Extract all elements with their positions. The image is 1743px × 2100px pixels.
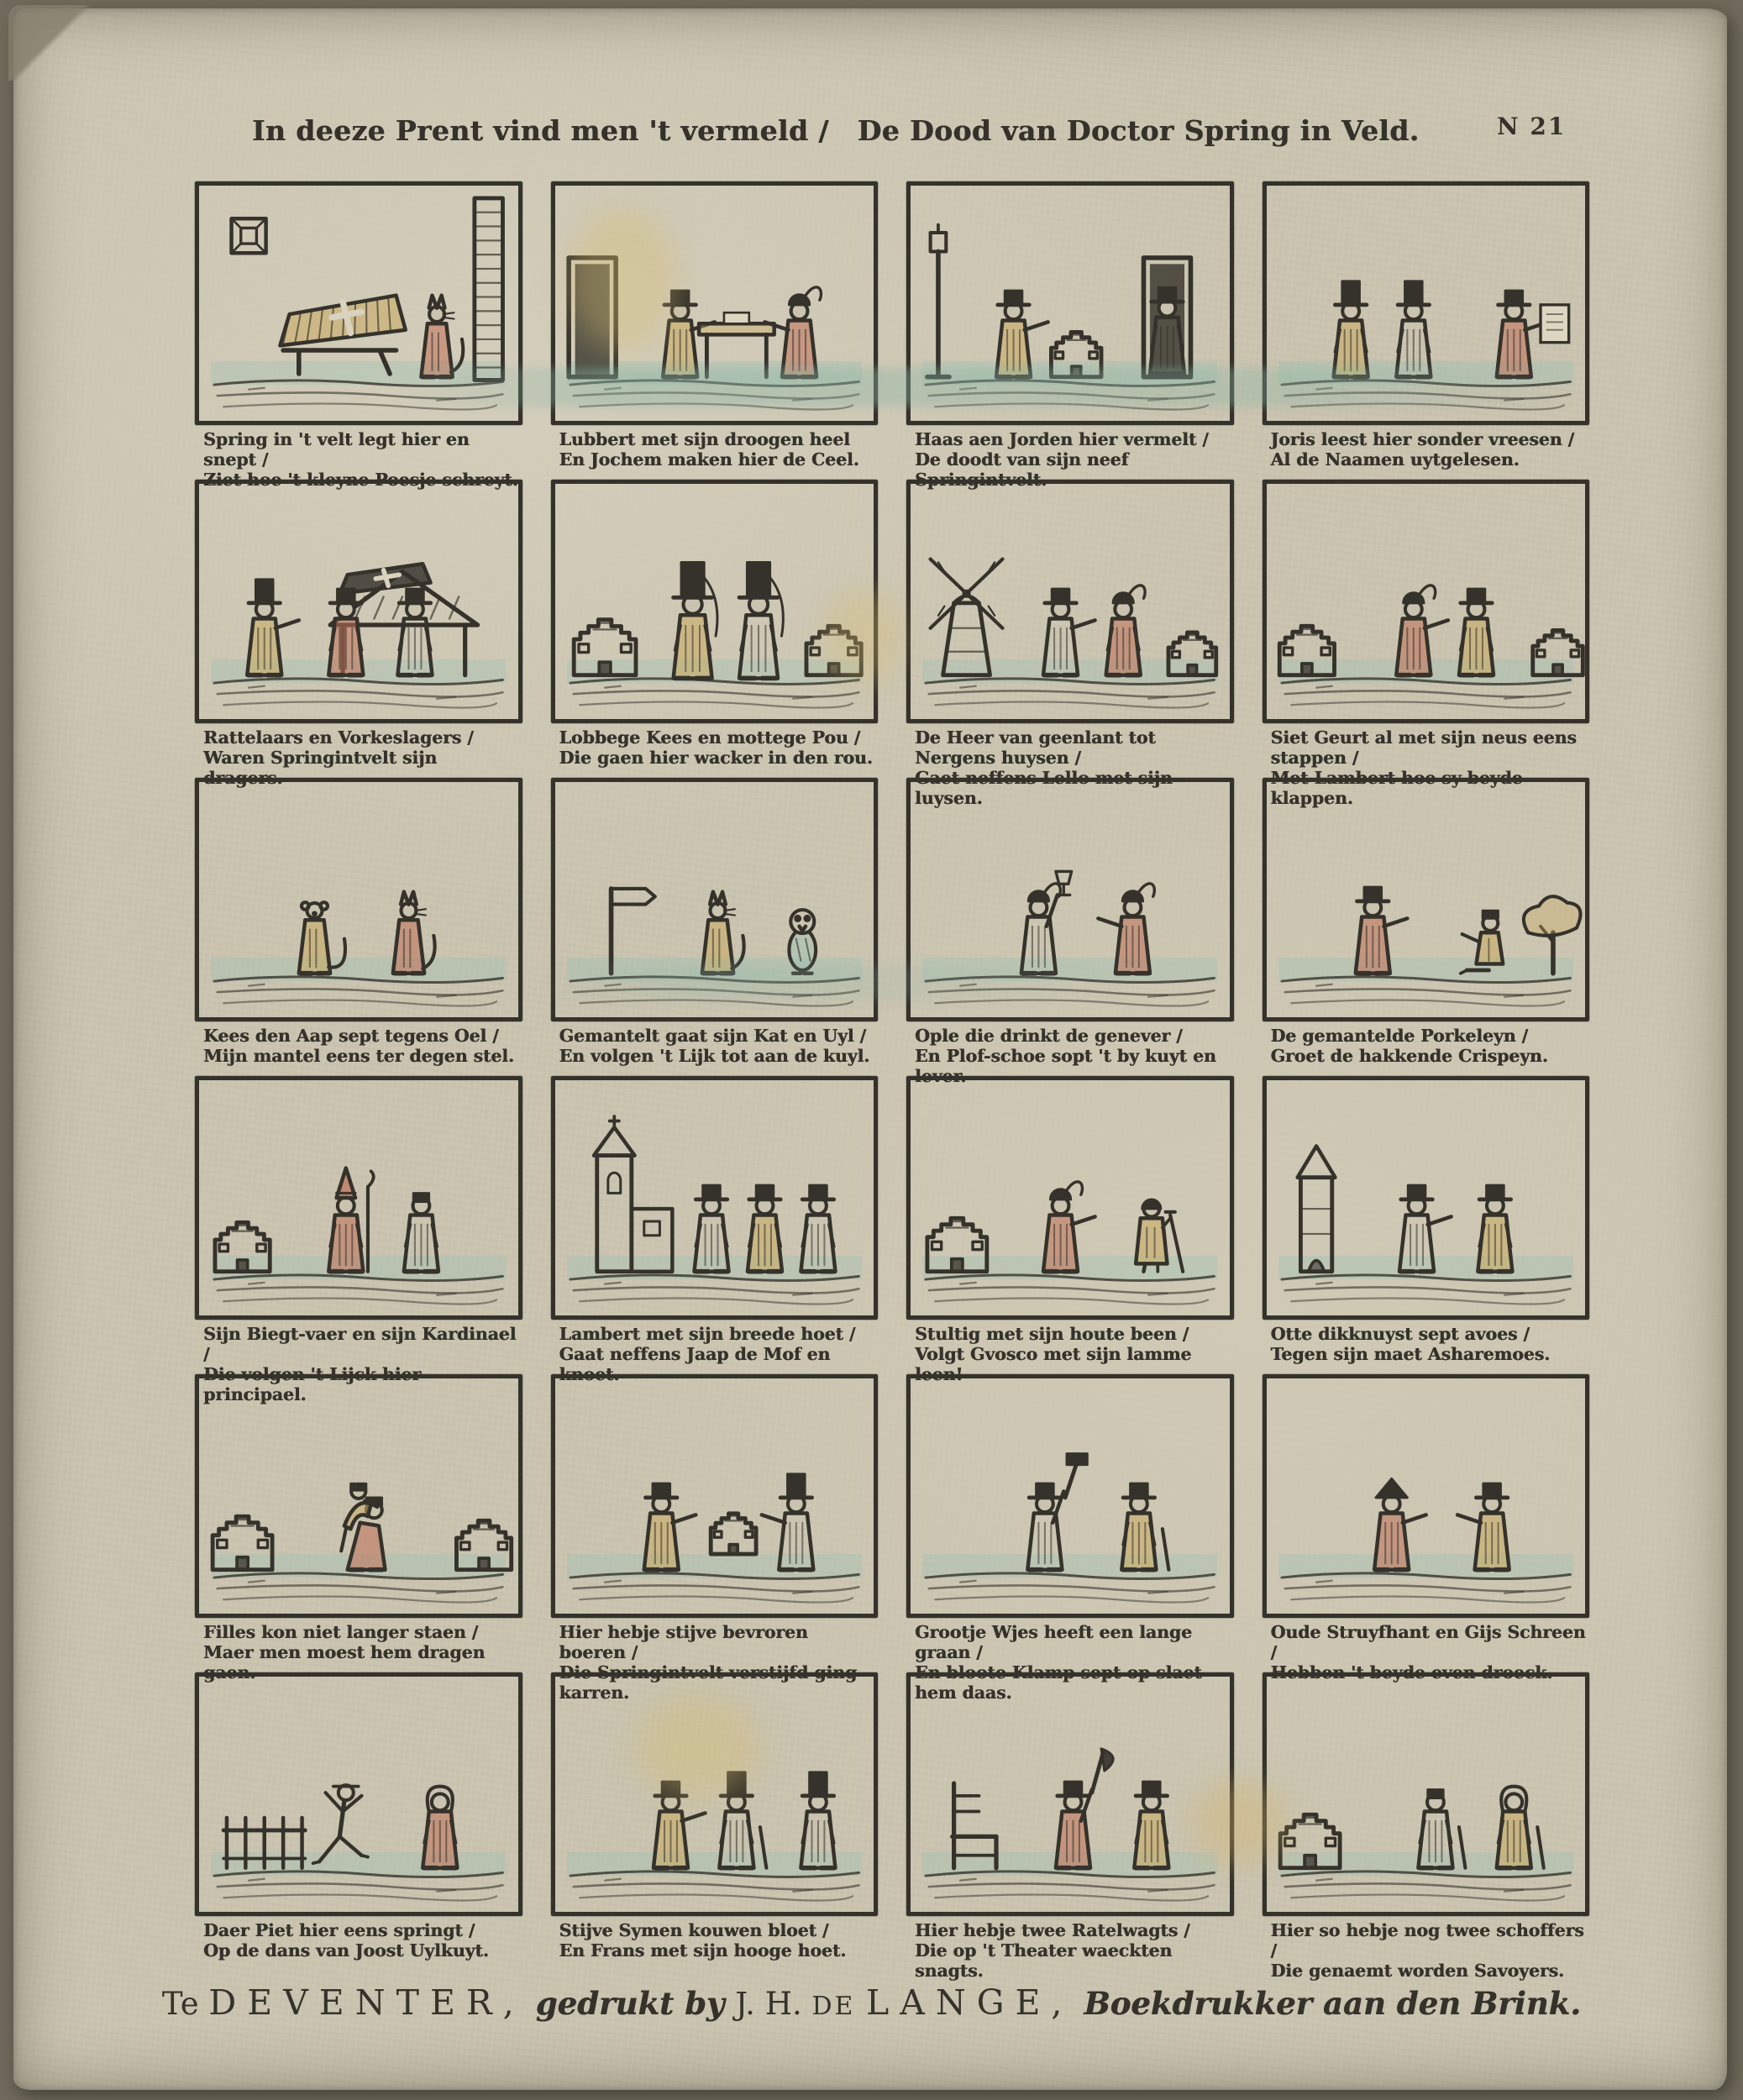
imprint-segment: LANGE, <box>866 1982 1074 2023</box>
ground <box>922 958 1217 1005</box>
panel-caption-line: En Frans met sijn hooge hoet. <box>559 1940 847 1961</box>
panel-caption-line: En volgen 't Lijk tot aan de kuyl. <box>559 1045 870 1066</box>
panel-caption <box>1263 429 1590 470</box>
ground <box>1278 1554 1573 1602</box>
panel-caption-line: Daer Piet hier eens springt / <box>203 1920 475 1940</box>
panel-caption-line: Hier so hebje nog twee schoffers / <box>1270 1920 1584 1961</box>
man-figure <box>673 562 717 678</box>
panel-cell <box>195 480 522 788</box>
leap-figure <box>313 1785 368 1863</box>
man-figure <box>1106 585 1145 675</box>
panel-illustration <box>199 1378 518 1614</box>
panel-cell <box>551 181 879 480</box>
panel-caption-line: De doodt van sijn neef Springintvelt. <box>915 449 1129 490</box>
panel-24 <box>1263 1672 1590 1916</box>
panel-illustration <box>911 1378 1230 1614</box>
panel-caption-line: Filles kon niet langer staen / <box>203 1622 479 1642</box>
title-left: In deeze Prent vind men 't vermeld / <box>252 114 829 147</box>
panel-caption-line: Ziet hoe 't kleyne Poesje schreyt. <box>203 469 518 490</box>
ground <box>1278 1256 1573 1304</box>
page-number: N 21 <box>1497 113 1567 140</box>
panel-illustration <box>911 186 1230 421</box>
panel-caption-line: De Heer van geenlant tot Nergens huysen / <box>915 727 1156 768</box>
panel-cell <box>906 1374 1234 1703</box>
panel-cell <box>906 1076 1234 1384</box>
man-figure <box>423 1787 457 1868</box>
print-title <box>252 114 1420 147</box>
panel-illustration <box>911 1080 1230 1315</box>
ground <box>567 1554 862 1602</box>
panel-7 <box>906 480 1234 723</box>
panel-22 <box>551 1672 879 1916</box>
panel-caption-line: Otte dikknuyst sept avoes / <box>1270 1324 1530 1344</box>
panel-cell <box>1263 480 1590 808</box>
panel-cell <box>1263 181 1590 480</box>
panel-16 <box>1263 1076 1590 1320</box>
panel-caption-line: En Plof-schoe sopt 't by kuyt en lever. <box>915 1045 1216 1086</box>
panel-illustration <box>555 484 874 719</box>
panel-caption-line: Grootje Wjes heeft een lange graan / <box>915 1622 1192 1662</box>
imprint-segment: DEVENTER, <box>208 1982 525 2023</box>
panel-illustration <box>911 484 1230 719</box>
panel-grid <box>195 181 1589 1981</box>
panel-13 <box>195 1076 522 1320</box>
man-figure <box>1478 1185 1512 1272</box>
door-figure <box>569 258 616 377</box>
ground <box>922 659 1217 707</box>
ground <box>567 361 862 409</box>
panel-2 <box>551 181 879 425</box>
panel-cell <box>906 778 1234 1086</box>
panel-caption-line: En Jochem maken hier de Ceel. <box>559 449 859 470</box>
panel-illustration <box>1267 1677 1586 1912</box>
panel-9 <box>195 778 522 1021</box>
panel-cell <box>1263 1076 1590 1374</box>
panel-caption-line: Hebben 't beyde even droeck. <box>1270 1662 1553 1683</box>
panel-cell <box>195 778 522 1076</box>
man-figure <box>1134 1782 1168 1868</box>
panel-23 <box>906 1672 1234 1916</box>
panel-illustration <box>1267 1080 1586 1315</box>
panel-caption-line: Op de dans van Joost Uylkuyt. <box>203 1940 489 1961</box>
panel-20 <box>1263 1374 1590 1618</box>
house-figure <box>711 1514 756 1554</box>
panel-caption-line: De gemantelde Porkeleyn / <box>1270 1026 1528 1046</box>
panel-illustration <box>911 782 1230 1017</box>
panel-caption <box>1263 1324 1590 1364</box>
lamppost-figure <box>927 225 949 377</box>
panel-18 <box>551 1374 879 1618</box>
ground <box>211 958 506 1005</box>
panel-cell <box>906 181 1234 490</box>
panel-illustration <box>555 782 874 1017</box>
ground <box>1278 958 1573 1005</box>
man-figure <box>1458 589 1493 675</box>
panel-cell <box>551 1076 879 1384</box>
panel-4 <box>1263 181 1590 425</box>
panel-caption-line: Die genaemt worden Savoyers. <box>1270 1960 1564 1981</box>
panel-14 <box>551 1076 879 1320</box>
panel-caption <box>1263 1026 1590 1066</box>
imprint-segment: DE <box>811 1992 866 2021</box>
panel-caption-line: Gemantelt gaat sijn Kat en Uyl / <box>559 1026 866 1046</box>
panel-caption-line: Sijn Biegt-vaer en sijn Kardinael / <box>203 1324 517 1364</box>
panel-caption-line: Hier hebje twee Ratelwagts / <box>915 1920 1190 1940</box>
panel-caption-line: Al de Naamen uytgelesen. <box>1270 449 1520 470</box>
panel-cell <box>551 1672 879 1971</box>
panel-caption-line: Lobbege Kees en mottege Pou / <box>559 727 861 748</box>
church-figure <box>594 1116 672 1272</box>
panel-caption <box>195 1920 522 1961</box>
panel-caption <box>551 429 879 470</box>
panel-17 <box>195 1374 522 1618</box>
panel-caption <box>195 1026 522 1066</box>
panel-11 <box>906 778 1234 1021</box>
panel-caption-line: Stultig met sijn houte been / <box>915 1324 1189 1344</box>
owl-figure <box>789 910 816 974</box>
panel-caption <box>551 1026 879 1066</box>
axe-figure <box>1092 1749 1113 1793</box>
chair-figure <box>953 1783 996 1868</box>
panel-caption-line: Tegen sijn maet Asharemoes. <box>1270 1343 1551 1364</box>
panel-caption-line: Stijve Symen kouwen bloet / <box>559 1920 829 1940</box>
ground <box>211 361 506 409</box>
panel-illustration <box>199 484 518 719</box>
panel-illustration <box>555 1378 874 1614</box>
panel-illustration <box>555 186 874 421</box>
panel-caption-line: Lubbert met sijn droogen heel <box>559 429 850 449</box>
panel-cell <box>551 778 879 1076</box>
pillar-figure <box>475 198 503 381</box>
panel-21 <box>195 1672 522 1916</box>
panel-cell <box>195 1672 522 1971</box>
panel-illustration <box>199 186 518 421</box>
panel-caption-line: Gaat neffens Jaap de Mof en knoet. <box>559 1343 831 1384</box>
panel-cell <box>906 480 1234 808</box>
imprint-segment: gedrukt by <box>524 1985 736 2022</box>
panel-caption-line: Die op 't Theater waeckten snagts. <box>915 1940 1173 1981</box>
panel-caption-line: Mijn mantel eens ter degen stel. <box>203 1045 514 1066</box>
panel-caption <box>906 1920 1234 1981</box>
panel-caption-line: Hier hebje stijve bevroren boeren / <box>559 1622 808 1662</box>
panel-caption-line: Haas aen Jorden hier vermelt / <box>915 429 1209 449</box>
panel-10 <box>551 778 879 1021</box>
panel-illustration <box>911 1677 1230 1912</box>
panel-caption-line: Die volgen 't Lijck hier principael. <box>203 1363 421 1404</box>
man-figure <box>1333 281 1368 377</box>
panel-caption-line: Volgt Gvosco met sijn lamme leen! <box>915 1343 1192 1384</box>
panel-caption-line: Rattelaars en Vorkeslagers / <box>203 727 474 748</box>
panel-15 <box>906 1076 1234 1320</box>
panel-caption <box>551 727 879 768</box>
panel-caption-line: Siet Geurt al met sijn neus eens stappen / <box>1270 727 1577 768</box>
panel-cell <box>1263 1374 1590 1683</box>
man-figure <box>328 589 363 675</box>
panel-caption <box>551 1920 879 1961</box>
panel-caption-line: Met Lambert hoe sy beyde klappen. <box>1270 767 1523 808</box>
man-figure <box>1056 1782 1092 1868</box>
man-figure <box>747 1185 781 1272</box>
panel-3 <box>906 181 1234 425</box>
panel-caption-line: Maer men moest hem dragen gaen. <box>203 1641 486 1683</box>
panel-cell <box>906 1672 1234 1981</box>
panel-caption-line: Ople die drinkt de genever / <box>915 1026 1183 1046</box>
panel-illustration <box>1267 186 1586 421</box>
panel-illustration <box>1267 782 1586 1017</box>
panel-caption-line: Gaet neffens Lello met sijn luysen. <box>915 767 1173 808</box>
panel-cell <box>551 480 879 778</box>
panel-5 <box>195 480 522 723</box>
panel-8 <box>1263 480 1590 723</box>
panel-illustration <box>555 1677 874 1912</box>
glass-figure <box>1056 871 1072 895</box>
panel-illustration <box>1267 484 1586 719</box>
panel-illustration <box>555 1080 874 1315</box>
ground <box>922 1554 1217 1602</box>
imprint-segment: Boekdrukker aan den Brink. <box>1073 1985 1582 2022</box>
panel-cell <box>1263 778 1590 1076</box>
panel-illustration <box>1267 1378 1586 1614</box>
panel-caption-line: Oude Struyfhant en Gijs Schreen / <box>1270 1622 1586 1662</box>
imprint-segment: Te <box>161 1986 209 2022</box>
panel-cell <box>195 181 522 490</box>
panel-12 <box>1263 778 1590 1021</box>
panel-cell <box>195 1374 522 1683</box>
panel-illustration <box>199 1080 518 1315</box>
panel-cell <box>1263 1672 1590 1981</box>
panel-6 <box>551 480 879 723</box>
panel-illustration <box>199 782 518 1017</box>
paper-figure <box>1541 305 1569 343</box>
panel-caption-line: Joris leest hier sonder vreesen / <box>1270 429 1574 449</box>
panel-caption-line: En bloote Klamp sept op slaet hem daas. <box>915 1662 1202 1703</box>
panel-caption-line: Groet de hakkende Crispeyn. <box>1270 1045 1548 1066</box>
paper-corner-tear <box>8 5 134 81</box>
panel-cell <box>551 1374 879 1703</box>
title-right: De Dood van Doctor Spring in Veld. <box>857 114 1420 147</box>
windmill-figure <box>931 559 1003 675</box>
tower-figure <box>1297 1146 1335 1271</box>
panel-illustration <box>199 1677 518 1912</box>
panel-caption-line: Die Springintvelt verstijfd ging karren. <box>559 1662 858 1703</box>
panel-caption-line: Kees den Aap sept tegens Oel / <box>203 1026 499 1046</box>
panel-caption-line: Die gaen hier wacker in den rou. <box>559 747 873 768</box>
hammer-figure <box>1065 1454 1087 1498</box>
mitreman-figure <box>328 1168 373 1272</box>
panel-caption-line: Waren Springintvelt sijn dragers. <box>203 747 438 788</box>
panel-caption-line: Lambert met sijn breede hoet / <box>559 1324 856 1344</box>
imprint-line <box>0 1982 1743 2023</box>
panel-caption <box>1263 1920 1590 1981</box>
panel-1 <box>195 181 522 425</box>
panel-caption-line: Spring in 't velt legt hier en snept / <box>203 429 470 470</box>
frame-figure <box>232 218 266 253</box>
panel-cell <box>195 1076 522 1404</box>
panel-19 <box>906 1374 1234 1618</box>
imprint-segment: J. H. <box>735 1986 812 2022</box>
